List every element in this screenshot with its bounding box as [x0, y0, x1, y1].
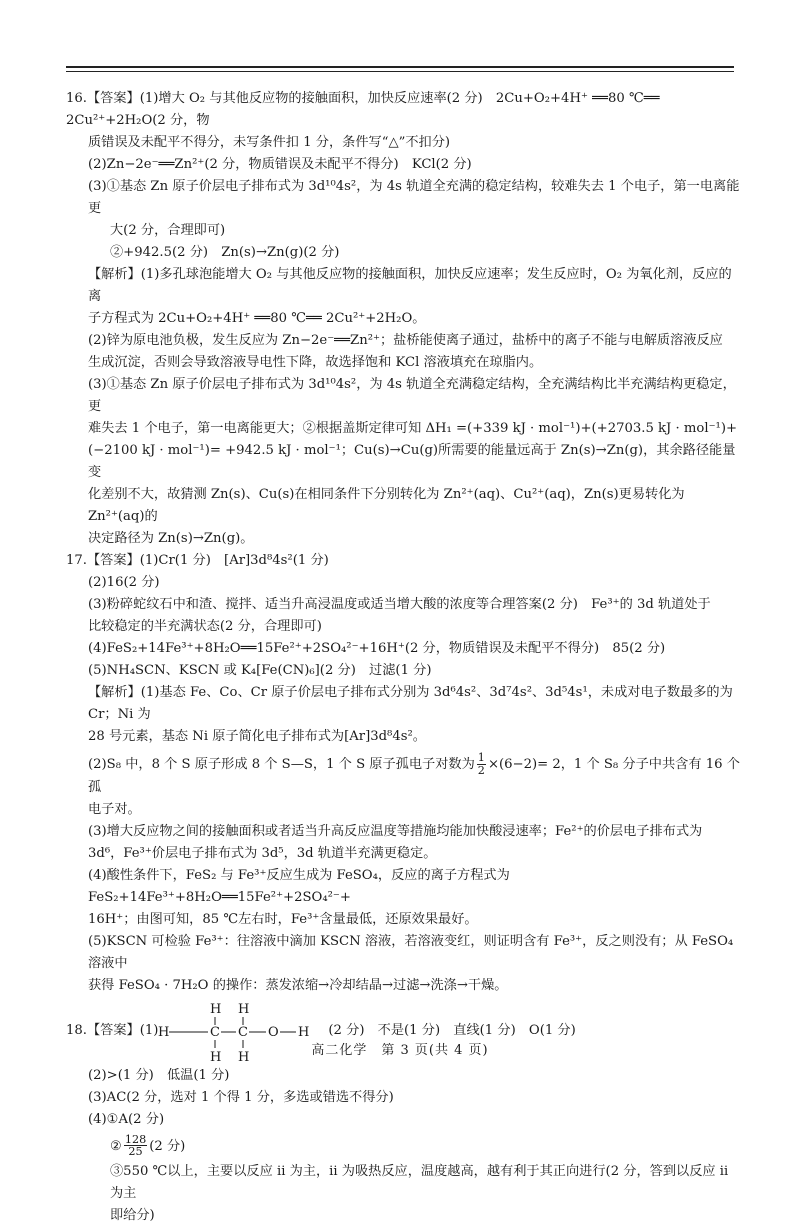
q17-analysis-line: 电子对。	[88, 801, 141, 817]
page-footer: 高二化学 第 3 页(共 4 页)	[311, 1043, 489, 1058]
q18-text: (2 分)	[149, 1138, 186, 1154]
q16-analysis-line: 难失去 1 个电子，第一电离能更大；②根据盖斯定律可知 ΔH₁ =(+339 kJ · mol⁻¹)+(+2703.5 kJ · mol⁻¹)+	[88, 421, 738, 436]
q16-analysis-line: 决定路径为 Zn(s)→Zn(g)。	[88, 531, 254, 546]
q18-answer-line: (2)>(1 分) 低温(1 分)	[88, 1067, 230, 1083]
q16-analysis-line: (−2100 kJ · mol⁻¹)= +942.5 kJ · mol⁻¹；Cu(s)→Cu(g)所需要的能量远高于 Zn(s)→Zn(g)，其余路径能量变	[88, 443, 736, 480]
atom-h: H	[238, 1001, 250, 1017]
q16-analysis-line: 生成沉淀，否则会导致溶液导电性下降，故选择饱和 KCl 溶液填充在琼脂内。	[88, 355, 543, 370]
atom-o: O	[268, 1024, 280, 1040]
q18-answer-line	[66, 1134, 744, 1159]
fraction-numerator: 1	[477, 751, 485, 764]
fraction-denominator: 2	[477, 763, 485, 777]
question-17	[66, 550, 744, 997]
question-18	[66, 999, 744, 1227]
q16-answer-line: 大(2 分，合理即可)	[110, 223, 226, 238]
q16-answer-line: (3)①基态 Zn 原子价层电子排布式为 3d¹⁰4s²，为 4s 轨道全充满的稳定结构，较难失去 1 个电子，第一电离能更	[88, 179, 740, 216]
atom-h: H	[210, 1049, 222, 1063]
q17-analysis-text: ×(6−2)= 2，1 个 S₈ 分子中共含有 16 个孤	[88, 756, 740, 795]
q18-suffix: (2 分) 不是(1 分) 直线(1 分) O(1 分)	[328, 1022, 576, 1038]
atom-c: C	[210, 1024, 221, 1040]
atom-h: H	[158, 1024, 170, 1040]
q17-analysis-line: 3d⁶，Fe³⁺价层电子排布式为 3d⁵，3d 轨道半充满更稳定。	[88, 845, 437, 861]
atom-c: C	[238, 1024, 249, 1040]
q17-analysis-line: 16H⁺；由图可知，85 ℃左右时，Fe³⁺含量最低，还原效果最好。	[88, 911, 478, 927]
atom-h: H	[298, 1024, 310, 1040]
q17-analysis-line: (3)增大反应物之间的接触面积或者适当升高反应温度等措施均能加快酸浸速率；Fe²⁺的价层电子排布式为	[88, 823, 703, 839]
q16-analysis-line: (2)锌为原电池负极，发生反应为 Zn−2e⁻══Zn²⁺；盐桥能使离子通过，盐桥中的离子不能与电解质溶液反应	[88, 333, 723, 348]
q17-analysis-line	[66, 752, 744, 799]
q18-answer-line: (4)①A(2 分)	[88, 1111, 165, 1127]
q17-analysis-line: 获得 FeSO₄ · 7H₂O 的操作：蒸发浓缩→冷却结晶→过滤→洗涤→干燥。	[88, 977, 508, 993]
q16-answer-line: ②+942.5(2 分) Zn(s)→Zn(g)(2 分)	[110, 245, 340, 260]
q18-answer-line: (3)AC(2 分，选对 1 个得 1 分，多选或错选不得分)	[88, 1089, 394, 1105]
q17-answer-line: (2)16(2 分)	[88, 575, 160, 590]
q16-analysis-line: 【解析】(1)多孔球泡能增大 O₂ 与其他反应物的接触面积，加快反应速率；发生反应时，O₂ 为氧化剂，反应的离	[88, 267, 732, 304]
question-16	[66, 88, 744, 550]
q16-analysis-line: (3)①基态 Zn 原子价层电子排布式为 3d¹⁰4s²，为 4s 轨道全充满稳定结构，全充满结构比半充满结构更稳定，更	[88, 377, 736, 414]
q17-analysis-text: (2)S₈ 中，8 个 S 原子形成 8 个 S—S，1 个 S 原子孤电子对数为	[88, 756, 475, 772]
q17-analysis-line: (4)酸性条件下，FeS₂ 与 Fe³⁺反应生成为 FeSO₄，反应的离子方程式为 FeS₂+14Fe³⁺+8H₂O══15Fe²⁺+2SO₄²⁻+	[88, 867, 510, 905]
q16-analysis-line: 化差别不大，故猜测 Zn(s)、Cu(s)在相同条件下分别转化为 Zn²⁺(aq)、Cu²⁺(aq)，Zn(s)更易转化为 Zn²⁺(aq)的	[88, 487, 685, 524]
fraction	[477, 752, 486, 777]
q16-analysis-line: 子方程式为 2Cu+O₂+4H⁺ ══80 ℃══ 2Cu²⁺+2H₂O。	[88, 311, 426, 326]
q17-analysis-line: 【解析】(1)基态 Fe、Co、Cr 原子价层电子排布式分别为 3d⁶4s²、3d⁷4s²、3d⁵4s¹，未成对电子数最多的为 Cr；Ni 为	[88, 685, 733, 722]
fraction-denominator: 25	[128, 1145, 143, 1159]
q16-answer-line: 16.【答案】(1)增大 O₂ 与其他反应物的接触面积，加快反应速率(2 分) 2Cu+O₂+4H⁺ ══80 ℃══ 2Cu²⁺+2H₂O(2 分，物	[66, 91, 660, 128]
atom-h: H	[238, 1049, 250, 1063]
fraction-numerator: 128	[124, 1132, 147, 1146]
q17-analysis-line: (5)KSCN 可检验 Fe³⁺：往溶液中滴加 KSCN 溶液，若溶液变红，则证明含有 Fe³⁺，反之则没有；从 FeSO₄ 溶液中	[88, 933, 734, 971]
q17-answer-line: (4)FeS₂+14Fe³⁺+8H₂O══15Fe²⁺+2SO₄²⁻+16H⁺(2 分，物质错误及未配平不得分) 85(2 分)	[88, 641, 666, 656]
header-rule-thin	[66, 71, 734, 72]
q17-answer-line: (3)粉碎蛇纹石中和渣、搅拌、适当升高浸温度或适当增大酸的浓度等合理答案(2 分) Fe³⁺的 3d 轨道处于	[88, 597, 711, 612]
q18-text: ②	[110, 1138, 122, 1154]
atom-h: H	[210, 1001, 222, 1017]
q16-answer-line: (2)Zn−2e⁻══Zn²⁺(2 分，物质错误及未配平不得分) KCl(2 分)	[88, 157, 472, 172]
header-rule	[66, 66, 734, 68]
q18-answer-line: ③550 ℃以上，主要以反应 ⅱ 为主，ⅱ 为吸热反应，温度越高，越有利于其正向进行(2 分，答到以反应 ⅱ 为主	[110, 1164, 729, 1202]
q18-answer-line: 即给分)	[110, 1208, 155, 1224]
q17-answer-line: (5)NH₄SCN、KSCN 或 K₄[Fe(CN)₆](2 分) 过滤(1 分)	[88, 663, 432, 678]
q17-analysis-line: 28 号元素，基态 Ni 原子简化电子排布式为[Ar]3d⁸4s²。	[88, 729, 426, 744]
q17-answer-line: 比较稳定的半充满状态(2 分，合理即可)	[88, 619, 322, 634]
fraction	[124, 1134, 147, 1159]
q18-prefix: 18.【答案】(1)	[66, 1022, 159, 1038]
q16-answer-line: 质错误及未配平不得分，未写条件扣 1 分，条件写“△”不扣分)	[88, 135, 451, 150]
q17-answer-line: 17.【答案】(1)Cr(1 分) [Ar]3d⁸4s²(1 分)	[66, 553, 329, 568]
